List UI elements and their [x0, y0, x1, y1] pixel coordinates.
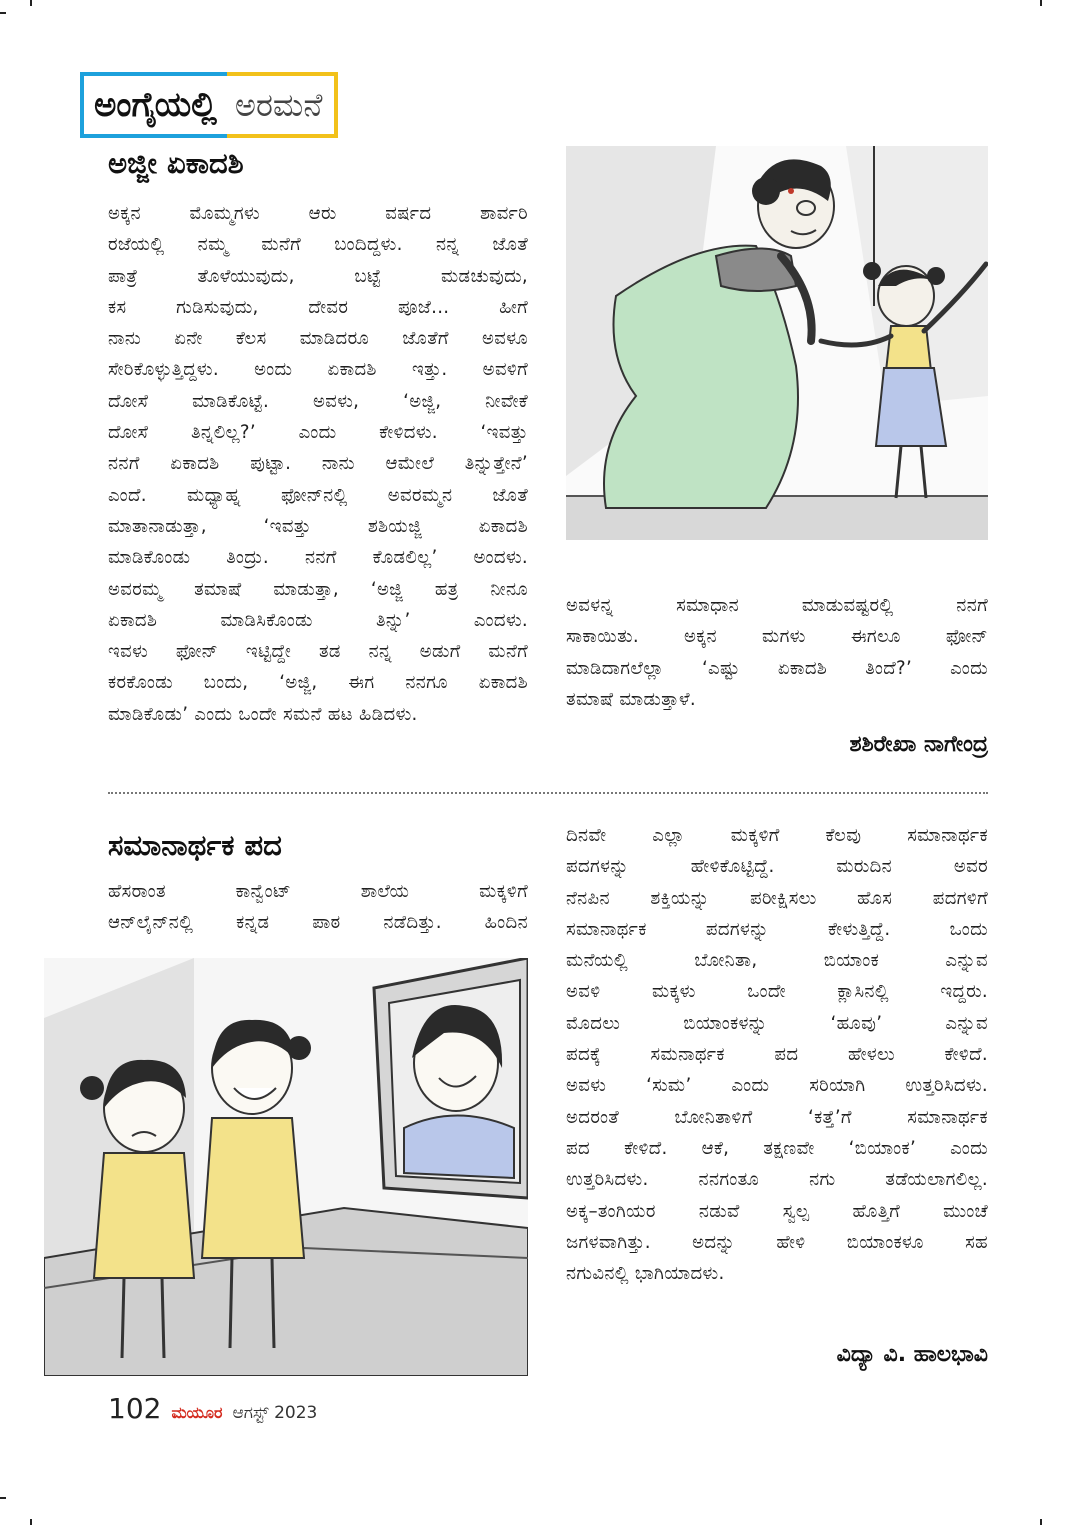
crop-mark — [0, 1497, 6, 1499]
story2-title: ಸಮಾನಾರ್ಥಕ ಪದ — [108, 828, 282, 862]
text-line: ಮೊದಲು ಬಿಯಾಂಕಳನ್ನು ‘ಹೂವು’ ಎನ್ನುವ — [566, 1012, 988, 1034]
story2-column2 — [566, 820, 988, 1289]
divider — [108, 792, 988, 794]
text-line: ಸಮಾನಾರ್ಥಕ ಪದಗಳನ್ನು ಕೇಳುತ್ತಿದ್ದೆ. ಒಂದು — [566, 918, 988, 940]
text-line: ಅಕ್ಕ–ತಂಗಿಯರ ನಡುವೆ ಸ್ವಲ್ಪ ಹೊತ್ತಿಗೆ ಮುಂಚೆ — [566, 1200, 988, 1222]
text-line: ಅದರಂತೆ ಬೋನಿತಾಳಿಗೆ ‘ಕತ್ತೆ’ಗೆ ಸಮಾನಾರ್ಥಕ — [566, 1106, 988, 1128]
section-title-main: ಅಂಗೈಯಲ್ಲಿ — [94, 85, 217, 125]
text-line: ಇವಳು ಫೋನ್ ಇಟ್ಟಿದ್ದೇ ತಡ ನನ್ನ ಅಡುಗೆ ಮನೆಗೆ — [108, 641, 528, 663]
text-line: ಪದಗಳನ್ನು ಹೇಳಿಕೊಟ್ಟಿದ್ದೆ. ಮರುದಿನ ಅವರ — [566, 856, 988, 878]
text-line: ಹೆಸರಾಂತ ಕಾನ್ವೆಂಟ್ ಶಾಲೆಯ ಮಕ್ಕಳಿಗೆ — [108, 881, 528, 902]
page-number: 102 — [108, 1392, 162, 1425]
text-line: ಎಂದೆ. ಮಧ್ಯಾಹ್ನ ಫೋನ್‌ನಲ್ಲಿ ಅವರಮ್ಮನ ಜೊತೆ — [108, 484, 528, 506]
text-line: ಸೇರಿಕೊಳ್ಳುತ್ತಿದ್ದಳು. ಅಂದು ಏಕಾದಶಿ ಇತ್ತು. ಅವಳಿಗೆ — [108, 359, 528, 381]
text-line: ನೆನಪಿನ ಶಕ್ತಿಯನ್ನು ಪರೀಕ್ಷಿಸಲು ಹೊಸ ಪದಗಳಿಗೆ — [566, 887, 988, 909]
story2-illustration — [44, 958, 528, 1376]
text-line: ಜಗಳವಾಗಿತ್ತು. ಅದನ್ನು ಹೇಳಿ ಬಿಯಾಂಕಳೂ ಸಹ — [566, 1231, 988, 1253]
story1-title: ಅಜ್ಜೀ ಏಕಾದಶಿ — [108, 146, 244, 180]
text-line: ಏಕಾದಶಿ ಮಾಡಿಸಿಕೊಂಡು ತಿನ್ನು’ ಎಂದಳು. — [108, 609, 528, 631]
crop-mark — [30, 0, 32, 6]
text-line: ದೋಸೆ ತಿನ್ನಲಿಲ್ಲ?’ ಎಂದು ಕೇಳಿದಳು. ‘ಇವತ್ತು — [108, 422, 528, 444]
section-title-sub: ಅರಮನೆ — [227, 72, 339, 138]
text-line: ಉತ್ತರಿಸಿದಳು. ನನಗಂತೂ ನಗು ತಡೆಯಲಾಗಲಿಲ್ಲ. — [566, 1169, 988, 1191]
text-line: ಅವಳು ‘ಸುಮ’ ಎಂದು ಸರಿಯಾಗಿ ಉತ್ತರಿಸಿದಳು. — [566, 1075, 988, 1097]
page-footer — [108, 1392, 317, 1425]
text-line: ನಾನು ಏನೇ ಕೆಲಸ ಮಾಡಿದರೂ ಜೊತೆಗೆ ಅವಳೂ — [108, 328, 528, 350]
story1-byline: ಶಶಿರೇಖಾ ನಾಗೇಂದ್ರ — [849, 732, 988, 757]
story1-column2 — [566, 590, 988, 715]
story2-byline: ವಿದ್ಯಾ ವಿ. ಹಾಲಭಾವಿ — [836, 1342, 988, 1367]
crop-mark — [1040, 1519, 1042, 1525]
text-line: ಅಕ್ಕನ ಮೊಮ್ಮಗಳು ಆರು ವರ್ಷದ ಶಾರ್ವರಿ — [108, 203, 528, 224]
text-line: ಮಾಡಿಕೊಡು’ ಎಂದು ಒಂದೇ ಸಮನೆ ಹಟ ಹಿಡಿದಳು. — [108, 703, 418, 725]
text-line: ಪದಕ್ಕೆ ಸಮನಾರ್ಥಕ ಪದ ಹೇಳಲು ಕೇಳಿದೆ. — [566, 1044, 988, 1066]
text-line: ಅವರಮ್ಮ ತಮಾಷೆ ಮಾಡುತ್ತಾ, ‘ಅಜ್ಜಿ ಹತ್ರ ನೀನೂ — [108, 578, 528, 600]
text-line: ಕರಕೊಂಡು ಬಂದು, ‘ಅಜ್ಜಿ, ಈಗ ನನಗೂ ಏಕಾದಶಿ — [108, 672, 528, 694]
text-line: ದಿನವೇ ಎಲ್ಲಾ ಮಕ್ಕಳಿಗೆ ಕೆಲವು ಸಮಾನಾರ್ಥಕ — [566, 825, 988, 846]
text-line: ನನಗೆ ಏಕಾದಶಿ ಪುಟ್ಟಾ. ನಾನು ಆಮೇಲೆ ತಿನ್ನುತ್ತೇನೆ’ — [108, 453, 528, 475]
text-line: ಆನ್‌ಲೈನ್‌ನಲ್ಲಿ ಕನ್ನಡ ಪಾಠ ನಡೆದಿತ್ತು. ಹಿಂದಿನ — [108, 912, 528, 934]
story1-column1 — [108, 198, 528, 730]
text-line: ಪದ ಕೇಳಿದೆ. ಆಕೆ, ತಕ್ಷಣವೇ ‘ಬಿಯಾಂಕ’ ಎಂದು — [566, 1137, 988, 1159]
text-line: ಮನೆಯಲ್ಲಿ ಬೋನಿತಾ, ಬಿಯಾಂಕ ಎನ್ನುವ — [566, 950, 988, 972]
text-line: ಮಾಡಿಕೊಂಡು ತಿಂದ್ರು. ನನಗೆ ಕೊಡಲಿಲ್ಲ’ ಅಂದಳು. — [108, 547, 528, 569]
text-line: ದೋಸೆ ಮಾಡಿಕೊಟ್ಟೆ. ಅವಳು, ‘ಅಜ್ಜಿ, ನೀವೇಕೆ — [108, 390, 528, 412]
crop-mark — [1040, 0, 1042, 6]
text-line: ಪಾತ್ರೆ ತೊಳೆಯುವುದು, ಬಟ್ಟೆ ಮಡಚುವುದು, — [108, 265, 528, 287]
text-line: ಅವಳನ್ನ ಸಮಾಧಾನ ಮಾಡುವಷ್ಟರಲ್ಲಿ ನನಗೆ — [566, 595, 988, 616]
text-line: ನಗುವಿನಲ್ಲಿ ಭಾಗಿಯಾದಳು. — [566, 1263, 725, 1285]
text-line: ಕಸ ಗುಡಿಸುವುದು, ದೇವರ ಪೂಜೆ... ಹೀಗೆ — [108, 296, 528, 318]
story2-column1 — [108, 876, 528, 939]
magazine-logo: ಮಯೂರ — [171, 1403, 223, 1422]
crop-mark — [30, 1519, 32, 1525]
text-line: ಸಾಕಾಯಿತು. ಅಕ್ಕನ ಮಗಳು ಈಗಲೂ ಫೋನ್ — [566, 626, 988, 648]
section-badge — [80, 72, 338, 138]
text-line: ಅವಳಿ ಮಕ್ಕಳು ಒಂದೇ ಕ್ಲಾಸಿನಲ್ಲಿ ಇದ್ದರು. — [566, 981, 988, 1003]
issue-date: ಆಗಸ್ಟ್ 2023 — [232, 1403, 318, 1423]
text-line: ತಮಾಷೆ ಮಾಡುತ್ತಾಳೆ. — [566, 688, 697, 710]
text-line: ರಜೆಯಲ್ಲಿ ನಮ್ಮ ಮನೆಗೆ ಬಂದಿದ್ದಳು. ನನ್ನ ಜೊತೆ — [108, 234, 528, 256]
story1-illustration — [566, 146, 988, 540]
crop-mark — [0, 12, 6, 14]
text-line: ಮಾತಾನಾಡುತ್ತಾ, ‘ಇವತ್ತು ಶಶಿಯಜ್ಜಿ ಏಕಾದಶಿ — [108, 515, 528, 537]
text-line: ಮಾಡಿದಾಗಲೆಲ್ಲಾ ‘ಎಷ್ಟು ಏಕಾದಶಿ ತಿಂದೆ?’ ಎಂದು — [566, 657, 988, 679]
